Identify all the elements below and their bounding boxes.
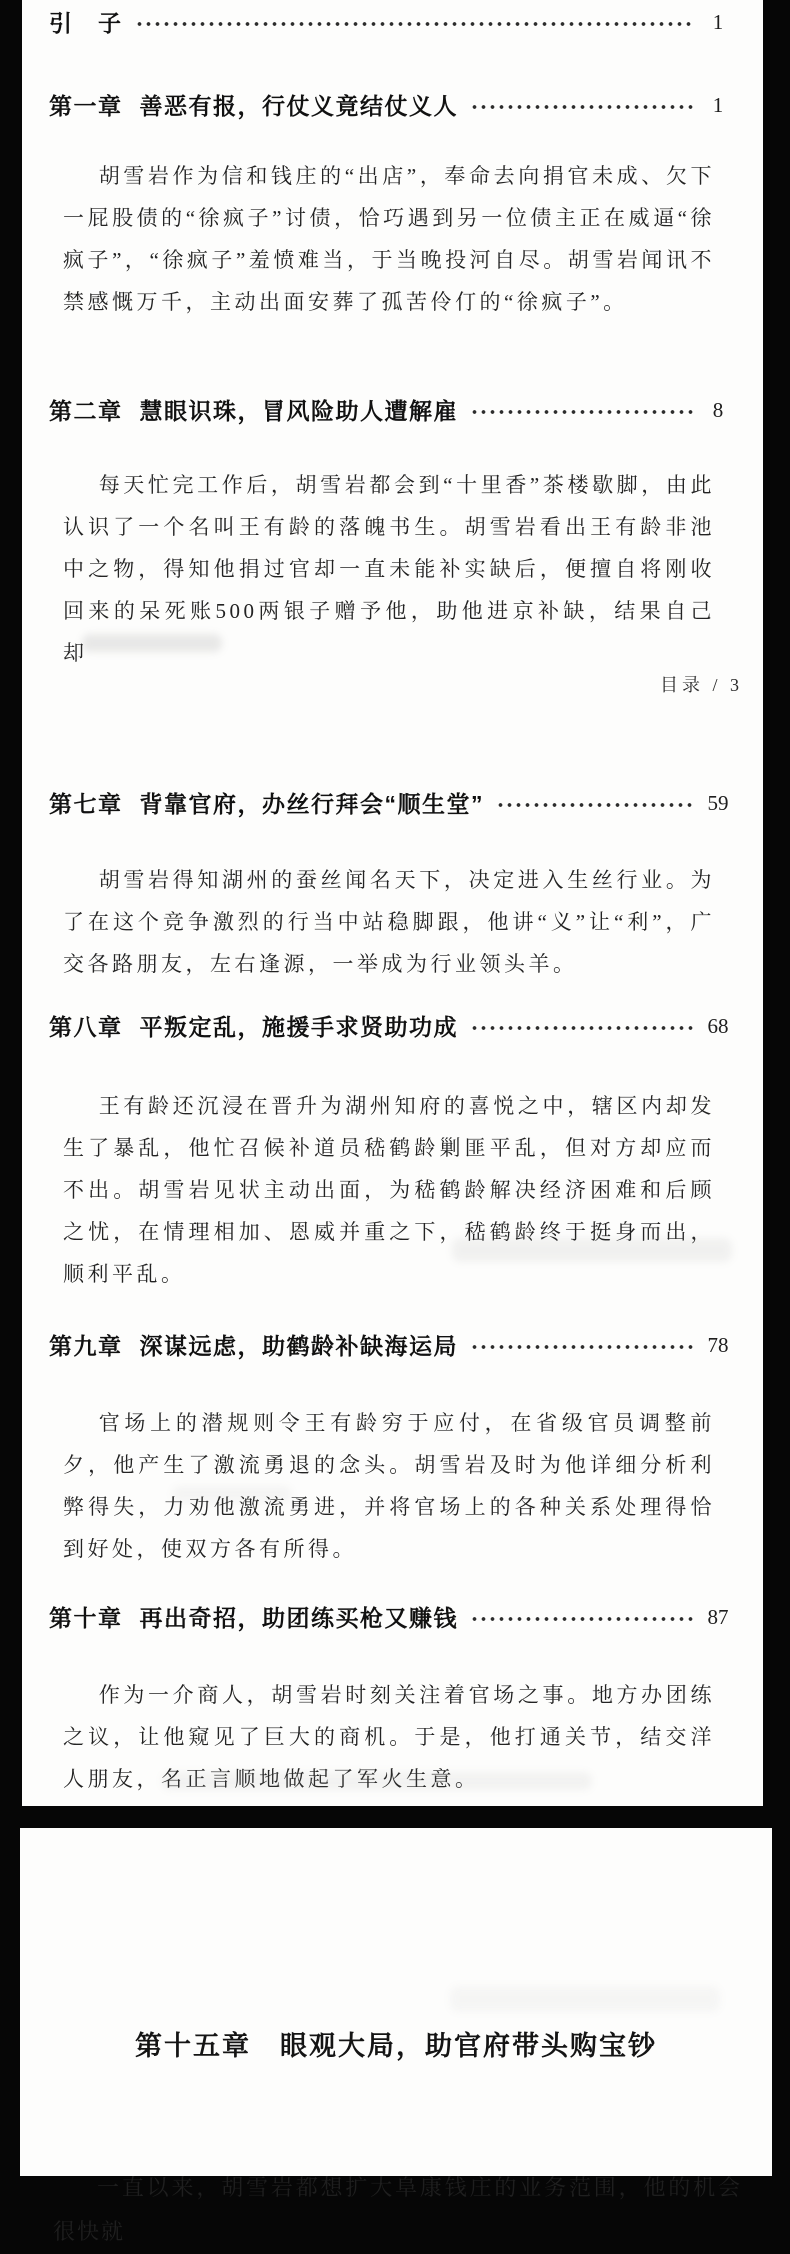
toc-entry-title: 深谋远虑，助鹤龄补缺海运局 (139, 1332, 458, 1359)
scan-artifact (450, 1986, 720, 2012)
dot-leader (470, 104, 693, 110)
chapter-summary: 胡雪岩得知湖州的蚕丝闻名天下，决定进入生丝行业。为了在这个竞争激烈的行当中站稳脚跟，他讲“义”让“利”，广交各路朋友，左右逢源，一举成为行业领头羊。 (63, 868, 715, 976)
toc-entry-intro (49, 5, 735, 37)
toc-entry-chapter-10 (49, 1600, 735, 1632)
toc-entry-title: 再出奇招，助团练买枪又赚钱 (139, 1604, 458, 1631)
dot-leader (470, 1025, 693, 1031)
chapter-heading: 第十五章 眼观大局，助官府带头购宝钞 (135, 2031, 657, 2061)
toc-entry-chapter-9 (49, 1328, 735, 1360)
toc-entry-chapter-8 (49, 1009, 735, 1041)
toc-entry-title: 平叛定乱，施援手求贤助功成 (139, 1013, 458, 1040)
toc-entry-page-number: 1 (712, 93, 724, 117)
chapter-summary: 王有龄还沉浸在晋升为湖州知府的喜悦之中，辖区内却发生了暴乱，他忙召候补道员嵇鹤龄剿匪平乱，但对方却应而不出。胡雪岩见状主动出面，为嵇鹤龄解决经济困难和后顾之忧，在情理相加、恩威并重之下，嵇鹤龄终于挺身而出，顺利平乱。 (63, 1094, 715, 1286)
dot-leader (470, 1616, 693, 1622)
toc-entry-title: 背靠官府，办丝行拜会“顺生堂” (139, 790, 484, 817)
toc-entry-chapter-7 (49, 786, 735, 818)
dot-leader (470, 1344, 693, 1350)
chapter-summary: 官场上的潜规则令王有龄穷于应付，在省级官员调整前夕，他产生了激流勇退的念头。胡雪岩及时为他详细分析利弊得失，力劝他激流勇进，并将官场上的各种关系处理得恰到好处，使双方各有所得。 (63, 1411, 715, 1561)
running-header-page-label: 目录 / 3 (659, 675, 743, 695)
toc-entry-page-number: 59 (707, 791, 729, 815)
toc-entry-chapter-2 (49, 393, 735, 425)
toc-entry-page-number: 8 (712, 398, 724, 422)
toc-entry-label: 第一章 (49, 92, 123, 119)
dot-leader (470, 409, 693, 415)
toc-entry-title: 慧眼识珠，冒风险助人遭解雇 (139, 397, 458, 424)
dot-leader (496, 802, 693, 808)
toc-entry-label: 第七章 (49, 790, 123, 817)
toc-entry-label: 第二章 (49, 397, 123, 424)
chapter-summary: 每天忙完工作后，胡雪岩都会到“十里香”茶楼歇脚，由此认识了一个名叫王有龄的落魄书生。胡雪岩看出王有龄非池中之物，得知他捐过官却一直未能补实缺后，便擅自将刚收回来的呆死账500两银子赠予他，助他进京补缺，结果自己却 (63, 473, 715, 665)
toc-entry-label: 第八章 (49, 1013, 123, 1040)
toc-entry-title: 善恶有报，行仗义竟结仗义人 (139, 92, 458, 119)
toc-entry-chapter-1 (49, 88, 735, 120)
toc-entry-label: 第九章 (49, 1332, 123, 1359)
toc-entry-label: 引 子 (49, 9, 123, 36)
toc-entry-page-number: 68 (707, 1014, 729, 1038)
dot-leader (135, 21, 694, 27)
chapter-opening-paragraph: 一直以来，胡雪岩都想扩大阜康钱庄的业务范围，他的机会很快就 (53, 2175, 742, 2244)
chapter-summary: 作为一介商人，胡雪岩时刻关注着官场之事。地方办团练之议，让他窥见了巨大的商机。于是，他打通关节，结交洋人朋友，名正言顺地做起了军火生意。 (63, 1683, 715, 1791)
chapter-summary: 胡雪岩作为信和钱庄的“出店”，奉命去向捐官未成、欠下一屁股债的“徐疯子”讨债，恰巧遇到另一位债主正在威逼“徐疯子”，“徐疯子”羞愤难当，于当晚投河自尽。胡雪岩闻讯不禁感慨万千，主动出面安葬了孤苦伶仃的“徐疯子”。 (63, 164, 715, 314)
toc-entry-label: 第十章 (49, 1604, 123, 1631)
toc-entry-page-number: 78 (707, 1333, 729, 1357)
chapter-page-scan (20, 1828, 772, 2244)
toc-entry-page-number: 87 (707, 1605, 729, 1629)
toc-page-scan (22, 0, 763, 1806)
toc-entry-page-number: 1 (712, 10, 724, 34)
